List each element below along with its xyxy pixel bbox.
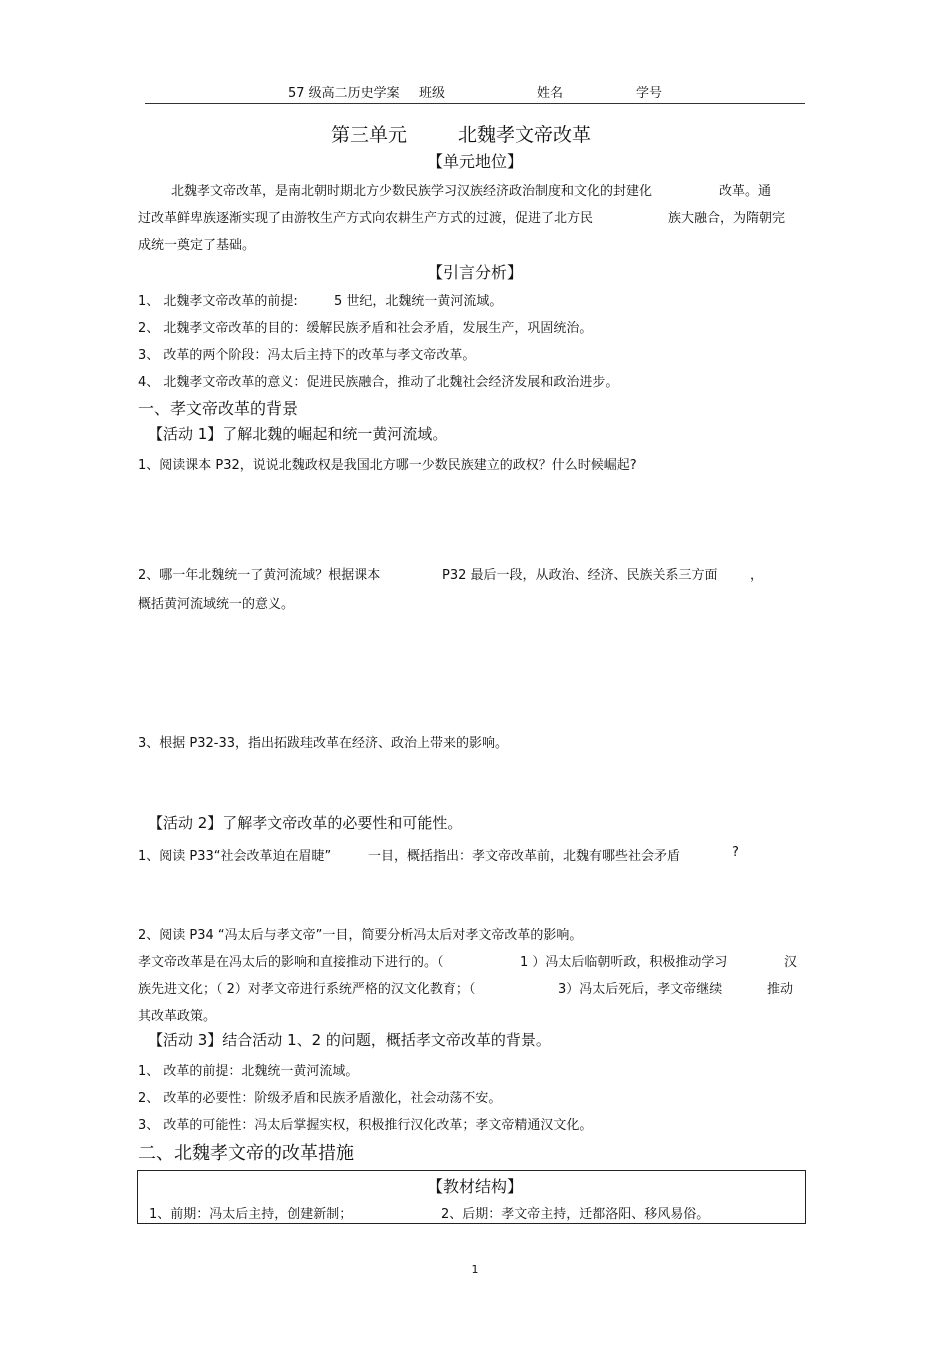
question: ， (750, 568, 764, 583)
unit-position-heading: 【单元地位】 (426, 152, 523, 171)
answer-text: 族先进文化；（ 2）对孝文帝进行系统严格的汉文化教育；（ (138, 982, 476, 997)
page-number: 1 (471, 1263, 479, 1276)
intro-item: 1、 北魏孝文帝改革的前提: (138, 294, 298, 309)
background-item: 2、 改革的必要性：阶级矛盾和民族矛盾激化，社会动荡不安。 (138, 1091, 502, 1106)
class-label: 班级 (419, 86, 446, 101)
question: 一目，概括指出：孝文帝改革前，北魏有哪些社会矛盾 (368, 849, 681, 864)
intro-heading: 【引言分析】 (426, 263, 523, 282)
answer-text: 汉 (784, 955, 798, 970)
question: 2、阅读 P34 “冯太后与孝文帝”一目，简要分析冯太后对孝文帝改革的影响。 (138, 928, 583, 943)
activity-title: 【活动 1】了解北魏的崛起和统一黄河流域。 (148, 425, 448, 443)
unit-position-line: 成统一奠定了基础。 (138, 238, 256, 253)
answer-text: 其改革政策。 (138, 1009, 217, 1024)
intro-item: 2、 北魏孝文帝改革的目的：缓解民族矛盾和社会矛盾，发展生产，巩固统治。 (138, 321, 593, 336)
question: 1、阅读课本 P32，说说北魏政权是我国北方哪一少数民族建立的政权？什么时候崛起? (138, 458, 637, 473)
answer-text: 孝文帝改革是在冯太后的影响和直接推动下进行的。（ (138, 955, 444, 970)
section-heading: 二、北魏孝文帝的改革措施 (138, 1143, 354, 1164)
activity-title: 【活动 3】结合活动 1、2 的问题，概括孝文帝改革的背景。 (148, 1031, 551, 1049)
intro-item: 3、 改革的两个阶段：冯太后主持下的改革与孝文帝改革。 (138, 348, 476, 363)
unit-position-line: 族大融合，为隋朝完 (668, 211, 786, 226)
answer-text: 1 ）冯太后临朝听政，积极推动学习 (520, 955, 728, 970)
question: 3、根据 P32-33，指出拓跋珪改革在经济、政治上带来的影响。 (138, 736, 509, 751)
answer-text: 3）冯太后死后，孝文帝继续 (558, 982, 723, 997)
background-item: 3、 改革的可能性：冯太后掌握实权，积极推行汉化改革；孝文帝精通汉文化。 (138, 1118, 593, 1133)
structure-item: 2、后期：孝文帝主持，迁都洛阳、移风易俗。 (441, 1207, 710, 1222)
unit-position-line: 过改革鲜卑族逐渐实现了由游牧生产方式向农耕生产方式的过渡，促进了北方民 (138, 211, 594, 226)
question: 概括黄河流域统一的意义。 (138, 597, 295, 612)
student-id-label: 学号 (636, 86, 663, 101)
topic-title: 北魏孝文帝改革 (458, 124, 592, 146)
course-label: 57 级高二历史学案 (288, 86, 400, 101)
question: ? (732, 845, 739, 860)
structure-item: 1、前期：冯太后主持，创建新制； (149, 1207, 353, 1222)
question: 1、阅读 P33“社会改革迫在眉睫” (138, 849, 332, 864)
intro-item: 4、 北魏孝文帝改革的意义：促进民族融合，推动了北魏社会经济发展和政治进步。 (138, 375, 619, 390)
name-label: 姓名 (537, 86, 564, 101)
question: 2、哪一年北魏统一了黄河流域？根据课本 (138, 568, 381, 583)
unit-position-line: 改革。通 (719, 184, 772, 199)
answer-text: 推动 (767, 982, 794, 997)
header-rule (145, 103, 805, 104)
textbook-structure-heading: 【教材结构】 (426, 1177, 523, 1196)
section-heading: 一、孝文帝改革的背景 (138, 399, 299, 418)
unit-title: 第三单元 (331, 124, 408, 146)
unit-position-line: 北魏孝文帝改革，是南北朝时期北方少数民族学习汉族经济政治制度和文化的封建化 (171, 184, 653, 199)
activity-title: 【活动 2】了解孝文帝改革的必要性和可能性。 (148, 814, 463, 832)
question: P32 最后一段，从政治、经济、民族关系三方面 (442, 568, 718, 583)
intro-item: 5 世纪，北魏统一黄河流域。 (334, 294, 503, 309)
background-item: 1、 改革的前提：北魏统一黄河流域。 (138, 1064, 359, 1079)
